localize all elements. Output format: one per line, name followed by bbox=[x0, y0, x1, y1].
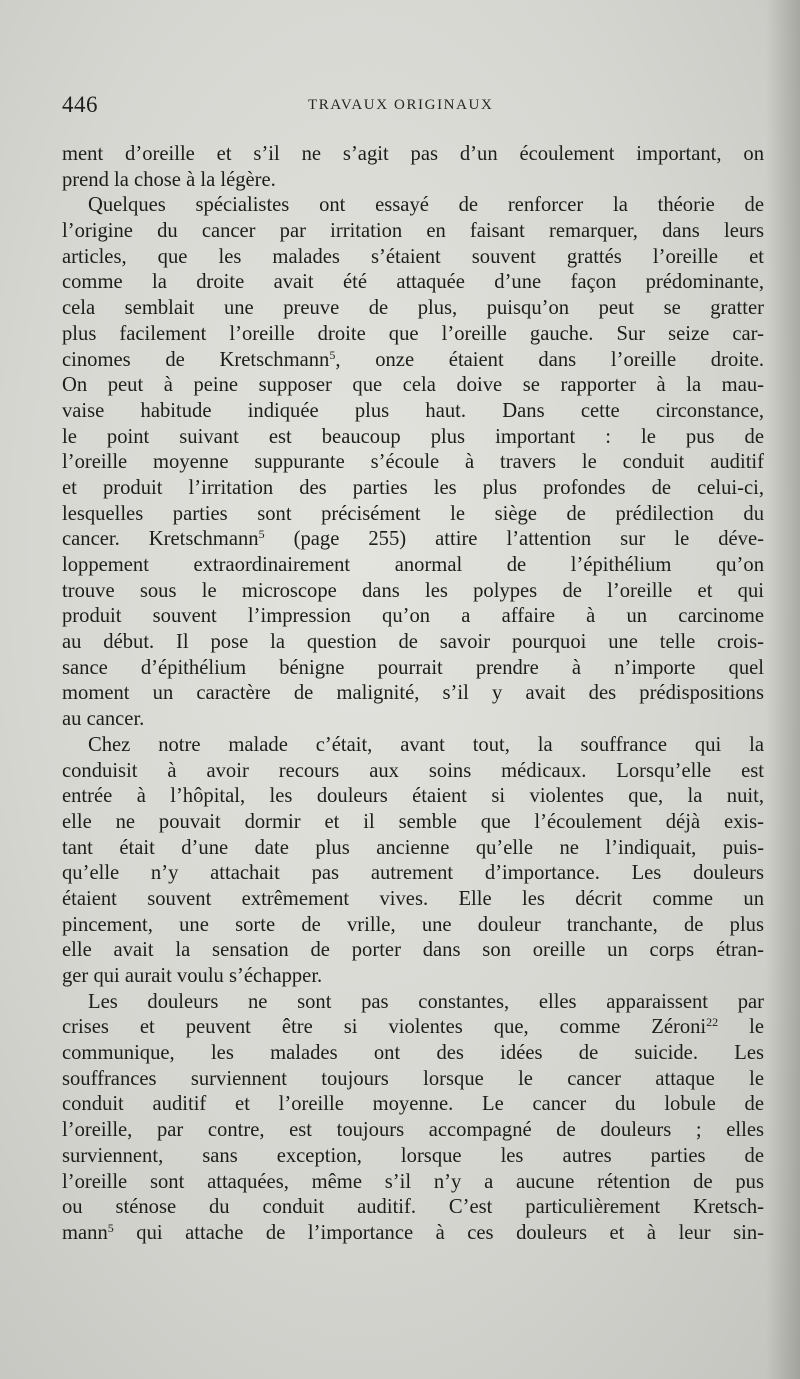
text-line bbox=[62, 502, 764, 528]
text-segment: cancer. Kretschmann bbox=[62, 528, 259, 551]
text-line bbox=[62, 399, 764, 425]
text-segment: communique, les malades ont des idées de suicide. Les bbox=[62, 1042, 764, 1065]
text-segment: au début. Il pose la question de savoir pourquoi une telle crois- bbox=[62, 631, 764, 654]
running-head bbox=[62, 92, 762, 122]
text-segment: comme la droite avait été attaquée d’une façon prédominante, bbox=[62, 271, 764, 294]
text-segment: prend la chose à la légère. bbox=[62, 168, 276, 191]
text-line bbox=[62, 296, 764, 322]
text-line bbox=[62, 1118, 764, 1144]
text-line bbox=[62, 681, 764, 707]
text-segment: entrée à l’hôpital, les douleurs étaient si violentes que, la nuit, bbox=[62, 785, 764, 808]
text-segment: ou sténose du conduit auditif. C’est particulièrement Kretsch- bbox=[62, 1196, 764, 1219]
text-line bbox=[62, 193, 764, 219]
reference-number: 5 bbox=[258, 527, 265, 542]
text-line bbox=[62, 836, 764, 862]
text-line bbox=[62, 630, 764, 656]
text-line bbox=[62, 1195, 764, 1221]
body-text bbox=[62, 142, 764, 1247]
text-line bbox=[62, 527, 764, 553]
text-line bbox=[62, 990, 764, 1016]
text-line bbox=[62, 810, 764, 836]
text-segment: Les douleurs ne sont pas constantes, elles apparaissent par bbox=[88, 990, 764, 1013]
text-segment: au cancer. bbox=[62, 708, 145, 731]
text-segment: (page 255) attire l’attention sur le déve- bbox=[264, 528, 764, 551]
text-line bbox=[62, 913, 764, 939]
text-line bbox=[62, 245, 764, 271]
reference-number: 5 bbox=[107, 1220, 114, 1235]
text-line bbox=[62, 1221, 764, 1247]
text-line bbox=[62, 579, 764, 605]
text-segment: loppement extraordinairement anormal de l’épithélium qu’on bbox=[62, 554, 764, 576]
text-line bbox=[62, 707, 764, 733]
text-segment: , onze étaient dans l’oreille droite. bbox=[335, 348, 764, 371]
text-line bbox=[62, 373, 764, 399]
text-segment: Quelques spécialistes ont essayé de renforcer la théorie de bbox=[88, 194, 764, 217]
text-line bbox=[62, 964, 764, 990]
text-line bbox=[62, 1092, 764, 1118]
text-segment: elle avait la sensation de porter dans son oreille un corps étran- bbox=[62, 939, 764, 962]
text-line bbox=[62, 1041, 764, 1067]
text-segment: plus facilement l’oreille droite que l’oreille gauche. Sur seize car- bbox=[62, 322, 764, 345]
text-segment: et produit l’irritation des parties les plus profondes de celui-ci, bbox=[62, 476, 764, 499]
text-segment: produit souvent l’impression qu’on a affaire à un carcinome bbox=[62, 605, 764, 628]
text-line bbox=[62, 733, 764, 759]
text-segment: cinomes de Kretschmann bbox=[62, 348, 330, 371]
text-segment: souffrances surviennent toujours lorsque le cancer attaque le bbox=[62, 1067, 764, 1090]
text-segment: l’oreille moyenne suppurante s’écoule à travers le conduit auditif bbox=[62, 451, 764, 474]
text-segment: moment un caractère de malignité, s’il y avait des prédispositions bbox=[62, 682, 764, 705]
text-segment: cela semblait une preuve de plus, puisqu’on peut se gratter bbox=[62, 297, 764, 320]
text-segment: l’oreille sont attaquées, même s’il n’y a aucune rétention de pus bbox=[62, 1170, 764, 1193]
text-segment: vaise habitude indiquée plus haut. Dans cette circonstance, bbox=[62, 399, 764, 422]
text-line bbox=[62, 861, 764, 887]
text-segment: conduit auditif et l’oreille moyenne. Le cancer du lobule de bbox=[62, 1093, 764, 1116]
text-segment: le point suivant est beaucoup plus important : le pus de bbox=[62, 425, 764, 448]
text-segment: ger qui aurait voulu s’échapper. bbox=[62, 965, 323, 987]
text-segment: conduisit à avoir recours aux soins médicaux. Lorsqu’elle est bbox=[62, 759, 764, 782]
text-segment: ment d’oreille et s’il ne s’agit pas d’un écoulement important, on bbox=[62, 143, 764, 165]
text-segment: lesquelles parties sont précisément le siège de prédilection du bbox=[62, 502, 764, 525]
text-segment: sance d’épithélium bénigne pourrait prendre à n’importe quel bbox=[62, 656, 764, 679]
text-line bbox=[62, 1067, 764, 1093]
text-line bbox=[62, 656, 764, 682]
reference-number: 22 bbox=[706, 1015, 719, 1030]
text-segment: mann bbox=[62, 1221, 108, 1244]
text-segment: On peut à peine supposer que cela doive se rapporter à la mau- bbox=[62, 374, 764, 397]
text-line bbox=[62, 476, 764, 502]
text-segment: qu’elle n’y attachait pas autrement d’importance. Les douleurs bbox=[62, 862, 764, 885]
page-number: 446 bbox=[62, 92, 98, 117]
text-line bbox=[62, 270, 764, 296]
text-segment: crises et peuvent être si violentes que, comme Zéroni bbox=[62, 1016, 707, 1039]
text-segment: pincement, une sorte de vrille, une douleur tranchante, de plus bbox=[62, 913, 764, 936]
text-line bbox=[62, 348, 764, 374]
text-line bbox=[62, 450, 764, 476]
text-line bbox=[62, 553, 764, 579]
reference-number: 5 bbox=[329, 347, 336, 362]
page-edge-shadow bbox=[766, 0, 800, 1379]
text-segment: elle ne pouvait dormir et il semble que l’écoulement déjà exis- bbox=[62, 810, 764, 833]
text-line bbox=[62, 425, 764, 451]
text-segment: tant était d’une date plus ancienne qu’elle ne l’indiquait, puis- bbox=[62, 836, 764, 859]
text-segment: Chez notre malade c’était, avant tout, la souffrance qui la bbox=[88, 733, 764, 756]
text-segment: qui attache de l’importance à ces douleurs et à leur sin- bbox=[113, 1221, 764, 1244]
text-segment: trouve sous le microscope dans les polypes de l’oreille et qui bbox=[62, 579, 764, 602]
text-line bbox=[62, 784, 764, 810]
text-line bbox=[62, 604, 764, 630]
text-segment: surviennent, sans exception, lorsque les autres parties de bbox=[62, 1144, 764, 1167]
text-line bbox=[62, 142, 764, 168]
text-line bbox=[62, 1170, 764, 1196]
text-line bbox=[62, 938, 764, 964]
text-line bbox=[62, 1144, 764, 1170]
text-segment: articles, que les malades s’étaient souvent grattés l’oreille et bbox=[62, 245, 764, 268]
text-line bbox=[62, 219, 764, 245]
text-segment: le bbox=[718, 1016, 765, 1039]
text-line bbox=[62, 887, 764, 913]
text-line bbox=[62, 322, 764, 348]
text-line bbox=[62, 1015, 764, 1041]
text-segment: l’oreille, par contre, est toujours accompagné de douleurs ; elles bbox=[62, 1119, 764, 1142]
text-segment: l’origine du cancer par irritation en faisant remarquer, dans leurs bbox=[62, 220, 764, 243]
text-line bbox=[62, 168, 764, 194]
running-title: TRAVAUX ORIGINAUX bbox=[308, 97, 494, 113]
text-segment: étaient souvent extrêmement vives. Elle les décrit comme un bbox=[62, 887, 764, 910]
text-line bbox=[62, 759, 764, 785]
